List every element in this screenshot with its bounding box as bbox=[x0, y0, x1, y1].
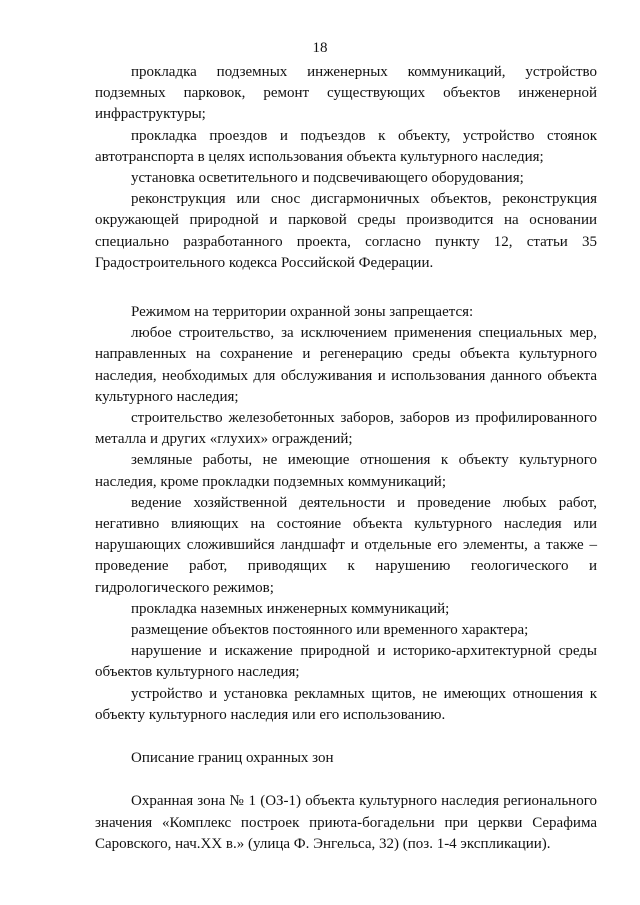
prohibition-item: земляные работы, не имеющие отношения к объекту культурного наследия, кроме прокладки подземных коммуникаций; bbox=[95, 452, 597, 490]
prohibition-item: строительство железобетонных заборов, заборов из профилированного металла и других «глухих» ограждений; bbox=[95, 410, 597, 448]
prohibition-item: устройство и установка рекламных щитов, не имеющих отношения к объекту культурного наследия или его использованию. bbox=[95, 685, 597, 723]
paragraph-lighting-equipment: установка осветительного и подсвечивающего оборудования; bbox=[131, 170, 524, 187]
prohibition-item: размещение объектов постоянного или временного характера; bbox=[131, 622, 529, 639]
prohibition-item: ведение хозяйственной деятельности и проведение любых работ, негативно влияющих на состояние объекта культурного наследия или нарушающих сложившийся ландшафт и отдельные его элементы, а также – проведение работ, приводящих к нарушению геологического и гидрологического режимов; bbox=[95, 494, 597, 596]
paragraph-driveways-parking: прокладка проездов и подъездов к объекту, устройство стоянок автотранспорта в целях использования объекта культурного наследия; bbox=[95, 127, 597, 165]
prohibition-item: прокладка наземных инженерных коммуникаций; bbox=[131, 600, 450, 617]
paragraph-underground-utilities: прокладка подземных инженерных коммуникаций, устройство подземных парковок, ремонт существующих объектов инженерной инфраструктуры; bbox=[95, 64, 597, 123]
section-heading: Описание границ охранных зон bbox=[131, 750, 334, 767]
prohibition-item: нарушение и искажение природной и историко-архитектурной среды объектов культурного наследия; bbox=[95, 643, 597, 681]
document-body bbox=[95, 62, 597, 855]
protected-zone-description: Охранная зона № 1 (ОЗ-1) объекта культурного наследия регионального значения «Комплекс построек приюта-богадельни при церкви Серафима Саровского, нач.XX в.» (улица Ф. Энгельса, 32) (поз. 1-4 экспликации). bbox=[95, 793, 597, 852]
spacer bbox=[95, 769, 597, 791]
page-number: 18 bbox=[312, 40, 328, 56]
paragraph-reconstruction: реконструкция или снос дисгармоничных объектов, реконструкция окружающей природной и парковой среды производится на основании специально разработанного проекта, согласно пункту 12, статьи 35 Градостроительного кодекса Российской Федерации. bbox=[95, 191, 597, 271]
spacer bbox=[95, 726, 597, 748]
prohibition-item: любое строительство, за исключением применения специальных мер, направленных на сохранение и регенерацию среды объекта культурного наследия, необходимых для обслуживания и использования данного объекта культурного наследия; bbox=[95, 325, 597, 405]
spacer bbox=[95, 274, 597, 302]
prohibitions-intro: Режимом на территории охранной зоны запрещается: bbox=[131, 304, 474, 321]
